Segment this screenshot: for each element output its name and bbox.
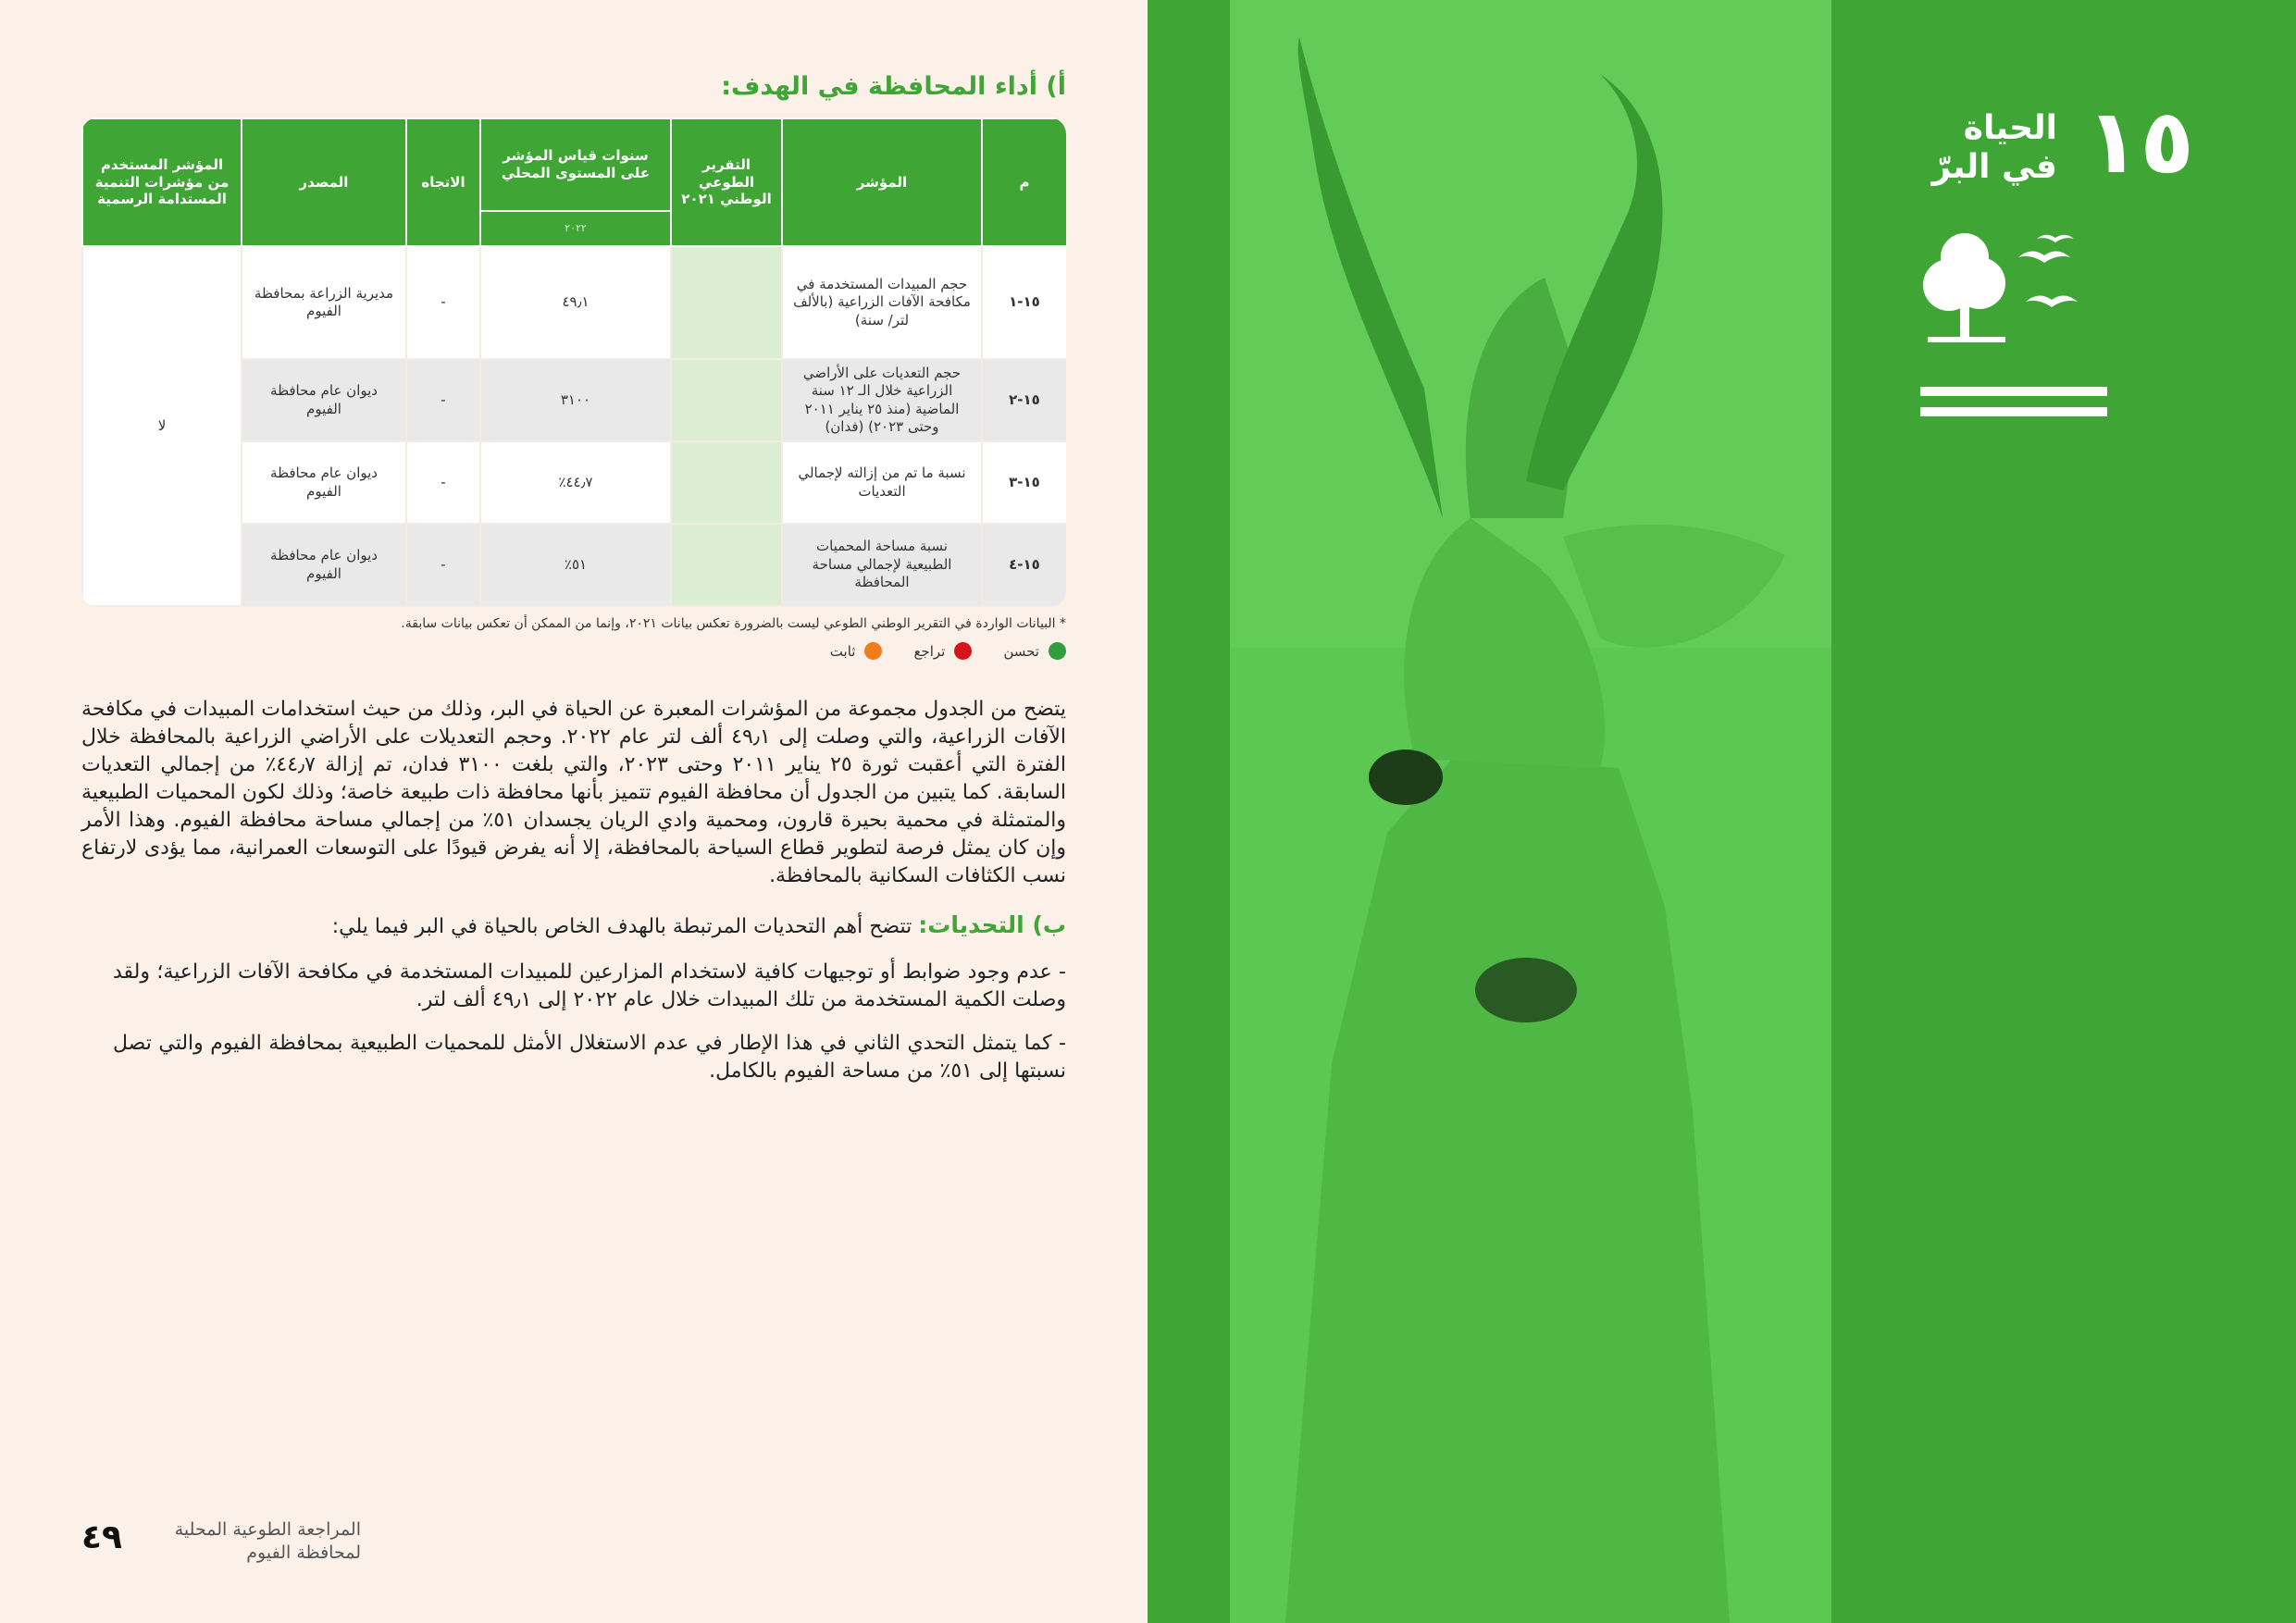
row-official: لا [82, 246, 242, 606]
decline-dot-icon [954, 642, 972, 660]
header-indicator: المؤشر [782, 118, 982, 246]
row-vol-report [671, 441, 782, 524]
row-indicator: نسبة مساحة المحميات الطبيعية لإجمالي مساحة المحافظة [782, 524, 982, 606]
row-source: ديوان عام محافظة الفيوم [242, 359, 406, 441]
challenges-heading-line [81, 911, 1066, 938]
legend-item-improve [1003, 642, 1066, 660]
challenges-heading: ب) التحديات: [918, 911, 1066, 938]
life-on-land-icon [1917, 229, 2111, 426]
challenge-item: - عدم وجود ضوابط أو توجيهات كافية لاستخدام المزارعين للمبيدات المستخدمة في مكافحة الآفات الزراعية؛ ولقد وصلت الكمية المستخدمة من تلك المبيدات خلال عام ٢٠٢٢ إلى ٤٩٫١ ألف لتر. [113, 960, 1066, 1011]
goal-name [1932, 109, 2057, 187]
row-direction: - [406, 441, 480, 524]
row-source: ديوان عام محافظة الفيوم [242, 524, 406, 606]
legend-item-decline [913, 642, 972, 660]
row-number: ١٥-١ [982, 246, 1066, 359]
header-m: م [982, 118, 1066, 246]
row-vol-report [671, 524, 782, 606]
header-year-2022: ٢٠٢٢ [480, 211, 671, 246]
section-a-title: أ) أداء المحافظة في الهدف: [721, 72, 1066, 101]
header-direction: الاتجاه [406, 118, 480, 246]
row-value: ٥١٪ [480, 524, 671, 606]
goal-name-line2: في البرّ [1931, 148, 2057, 186]
legend-item-stable [830, 642, 883, 660]
row-vol-report [671, 246, 782, 359]
row-value: ٤٩٫١ [480, 246, 671, 359]
row-source: مديرية الزراعة بمحافظة الفيوم [242, 246, 406, 359]
gazelle-photo [1230, 0, 1831, 1623]
header-official: المؤشر المستخدم من مؤشرات التنمية المستدامة الرسمية [82, 118, 242, 246]
footer-title-line2: لمحافظة الفيوم [246, 1542, 361, 1563]
row-source: ديوان عام محافظة الفيوم [242, 441, 406, 524]
row-direction: - [406, 359, 480, 441]
footer-title [157, 1518, 361, 1565]
page-number: ٤٩ [81, 1518, 122, 1556]
row-value: ٣١٠٠ [480, 359, 671, 441]
improve-dot-icon [1049, 642, 1066, 660]
legend [830, 642, 1066, 660]
footer-title-line1: المراجعة الطوعية المحلية [174, 1519, 361, 1540]
row-indicator: حجم المبيدات المستخدمة في مكافحة الآفات الزراعية (بالألف لتر/ سنة) [782, 246, 982, 359]
row-number: ١٥-٢ [982, 359, 1066, 441]
challenges-intro: تتضح أهم التحديات المرتبطة بالهدف الخاص بالحياة في البر فيما يلي: [331, 915, 912, 938]
legend-label: تحسن [1003, 642, 1039, 660]
row-number: ١٥-٣ [982, 441, 1066, 524]
table-row [82, 246, 1066, 359]
header-source: المصدر [242, 118, 406, 246]
row-indicator: حجم التعديات على الأراضي الزراعية خلال الـ ١٢ سنة الماضية (منذ ٢٥ يناير ٢٠١١ وحتى ٢٠٢٣) (فدان) [782, 359, 982, 441]
row-number: ١٥-٤ [982, 524, 1066, 606]
row-vol-report [671, 359, 782, 441]
row-indicator: نسبة ما تم من إزالته لإجمالي التعديات [782, 441, 982, 524]
analysis-paragraph: يتضح من الجدول مجموعة من المؤشرات المعبرة عن الحياة في البر، وذلك من حيث استخدامات المبيدات في مكافحة الآفات الزراعية، والتي وصلت إلى ٤٩٫١ ألف لتر عام ٢٠٢٢. وحجم التعديلات على الأراضي الزراعية بالمحافظة خلال الفترة التي أعقبت ثورة ٢٥ يناير ٢٠١١ وحتى ٢٠٢٣، والتي بلغت ٣١٠٠ فدان، تم إزالة ٤٤٫٧٪ من إجمالي التعديات السابقة. كما يتبين من الجدول أن محافظة الفيوم تتميز بأنها محافظة ذات طبيعة خاصة؛ وذلك لكون المحميات الطبيعية والمتمثلة في محمية بحيرة قارون، ومحمية وادي الريان يجسدان ٥١٪ من إجمالي مساحة محافظة الفيوم. وهذا الأمر وإن كان يمثل فرصة لتطوير قطاع السياحة بالمحافظة، إلا أنه يفرض قيودًا على التوسعات العمرانية، مما يؤدى لارتفاع نسب الكثافات السكانية بالمحافظة. [81, 698, 1067, 887]
indicator-table-wrap [81, 118, 1066, 607]
legend-label: تراجع [913, 642, 946, 660]
row-value: ٤٤٫٧٪ [480, 441, 671, 524]
table-footnote: * البيانات الواردة في التقرير الوطني الطوعي ليست بالضرورة تعكس بيانات ٢٠٢١، وإنما من الممكن أن تعكس بيانات سابقة. [401, 616, 1066, 631]
goal-number: ١٥ [2085, 90, 2194, 193]
header-vol-report: التقرير الطوعي الوطني ٢٠٢١ [671, 118, 782, 246]
row-direction: - [406, 524, 480, 606]
stable-dot-icon [864, 642, 882, 660]
legend-label: ثابت [829, 642, 856, 660]
goal-name-line1: الحياة [1963, 109, 2057, 147]
right-page [1148, 0, 2296, 1623]
row-direction: - [406, 246, 480, 359]
indicator-table [81, 118, 1066, 607]
challenge-item: - كما يتمثل التحدي الثاني في هذا الإطار في عدم الاستغلال الأمثل للمحميات الطبيعية بمحافظة الفيوم والتي تصل نسبتها إلى ٥١٪ من مساحة الفيوم بالكامل. [113, 1032, 1066, 1083]
header-years: سنوات قياس المؤشر على المستوى المحلي [480, 118, 671, 211]
